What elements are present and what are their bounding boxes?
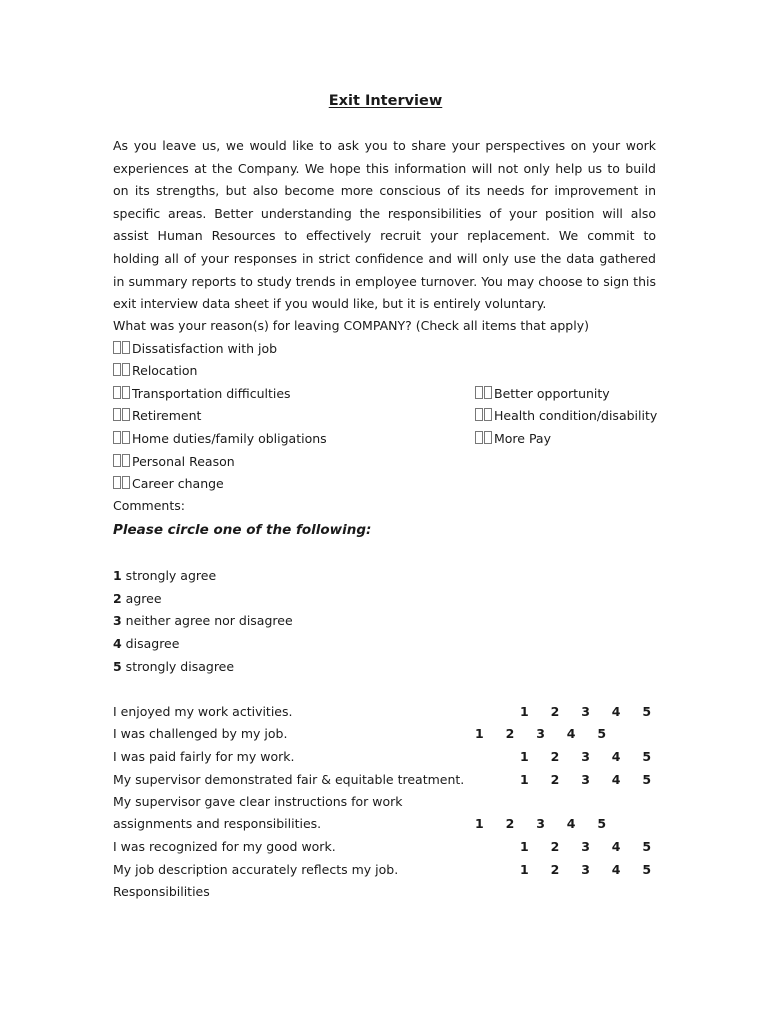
rating-option-5[interactable]: 5 <box>642 839 652 854</box>
rating-row <box>520 771 673 789</box>
reason-label: Personal Reason <box>132 454 235 469</box>
rating-option-1[interactable]: 1 <box>520 839 529 854</box>
scale-item <box>113 658 234 676</box>
reason-checkbox-item[interactable] <box>475 385 610 403</box>
rating-option-3[interactable]: 3 <box>581 862 590 877</box>
rating-option-1[interactable]: 1 <box>520 704 529 719</box>
statement-text: I enjoyed my work activities. <box>113 704 293 719</box>
rating-option-5[interactable]: 5 <box>642 704 652 719</box>
rating-option-2[interactable]: 2 <box>550 862 560 877</box>
scale-label: agree <box>121 591 162 606</box>
rating-option-4[interactable]: 4 <box>566 726 576 741</box>
rating-option-2[interactable]: 2 <box>505 726 515 741</box>
reason-checkbox-item[interactable] <box>113 407 201 425</box>
reason-label: Health condition/disability <box>494 408 658 423</box>
scale-number: 3 <box>113 613 122 628</box>
statement-text: Responsibilities <box>113 884 210 899</box>
scale-label: strongly agree <box>121 568 217 583</box>
rating-option-2[interactable]: 2 <box>550 772 560 787</box>
rating-option-1[interactable]: 1 <box>475 816 484 831</box>
rating-option-3[interactable]: 3 <box>536 726 545 741</box>
rating-option-3[interactable]: 3 <box>581 749 590 764</box>
reason-label: Relocation <box>132 363 198 378</box>
reason-checkbox-item[interactable] <box>113 453 235 471</box>
comments-label: Comments: <box>113 498 185 513</box>
reason-label: Retirement <box>132 408 202 423</box>
rating-option-5[interactable]: 5 <box>642 772 652 787</box>
checkbox-icon[interactable] <box>113 362 131 380</box>
rating-option-3[interactable]: 3 <box>581 704 590 719</box>
rating-option-1[interactable]: 1 <box>475 726 484 741</box>
reason-checkbox-item[interactable] <box>475 407 657 425</box>
page-title: Exit Interview <box>328 93 443 109</box>
scale-item <box>113 590 162 608</box>
reason-label: Better opportunity <box>494 386 610 401</box>
scale-item <box>113 635 179 653</box>
rating-row <box>520 748 673 766</box>
statement-text: I was paid fairly for my work. <box>113 749 295 764</box>
checkbox-icon[interactable] <box>475 430 493 448</box>
rating-option-3[interactable]: 3 <box>536 816 545 831</box>
reason-checkbox-item[interactable] <box>113 475 224 493</box>
rating-row <box>520 861 673 879</box>
checkbox-icon[interactable] <box>113 475 131 493</box>
reason-checkbox-item[interactable] <box>113 385 291 403</box>
rating-option-3[interactable]: 3 <box>581 839 590 854</box>
rating-option-5[interactable]: 5 <box>597 816 607 831</box>
reason-label: Home duties/family obligations <box>132 431 327 446</box>
rating-option-4[interactable]: 4 <box>566 816 576 831</box>
rating-option-4[interactable]: 4 <box>611 749 621 764</box>
scale-number: 5 <box>113 659 122 674</box>
scale-number: 1 <box>113 568 122 583</box>
reason-checkbox-item[interactable] <box>113 340 277 358</box>
rating-option-5[interactable]: 5 <box>642 862 652 877</box>
reason-label: Dissatisfaction with job <box>132 341 278 356</box>
scale-label: strongly disagree <box>121 659 235 674</box>
statement-text: My supervisor demonstrated fair & equitable treatment. <box>113 772 465 787</box>
reason-label: Transportation difficulties <box>132 386 291 401</box>
rating-row <box>520 838 673 856</box>
statement-text: My job description accurately reflects my job. <box>113 862 399 877</box>
checkbox-icon[interactable] <box>113 340 131 358</box>
rating-option-2[interactable]: 2 <box>550 839 560 854</box>
rating-option-5[interactable]: 5 <box>597 726 607 741</box>
scale-label: neither agree nor disagree <box>121 613 293 628</box>
scale-number: 4 <box>113 636 122 651</box>
reason-checkbox-item[interactable] <box>113 430 327 448</box>
rating-option-4[interactable]: 4 <box>611 839 621 854</box>
statement-text: I was challenged by my job. <box>113 726 288 741</box>
statement-text: I was recognized for my good work. <box>113 839 336 854</box>
scale-label: disagree <box>121 636 180 651</box>
rating-option-1[interactable]: 1 <box>520 749 529 764</box>
reason-checkbox-item[interactable] <box>475 430 551 448</box>
rating-option-1[interactable]: 1 <box>520 862 529 877</box>
rating-row <box>475 815 628 833</box>
checkbox-icon[interactable] <box>113 385 131 403</box>
checkbox-icon[interactable] <box>113 407 131 425</box>
checkbox-icon[interactable] <box>113 453 131 471</box>
rating-row <box>475 725 628 743</box>
statement-text: My supervisor gave clear instructions for work <box>113 794 403 809</box>
reason-label: More Pay <box>494 431 551 446</box>
circle-heading: Please circle one of the following: <box>113 522 372 538</box>
reasons-question: What was your reason(s) for leaving COMPANY? (Check all items that apply) <box>113 318 589 333</box>
rating-option-5[interactable]: 5 <box>642 749 652 764</box>
rating-option-1[interactable]: 1 <box>520 772 529 787</box>
rating-option-2[interactable]: 2 <box>550 704 560 719</box>
rating-option-2[interactable]: 2 <box>550 749 560 764</box>
intro-paragraph: As you leave us, we would like to ask you to share your perspectives on your work experiences at the Company. We hope this information will not only help us to build on its strengths, but also become more conscious of its needs for improvement in specific areas. Better understanding the responsibilities of your position will also assist Human Resources to effectively recruit your replacement. We commit to holding all of your responses in strict confidence and will only use the data gathered in summary reports to study trends in employee turnover. You may choose to sign this exit interview data sheet if you would like, but it is entirely voluntary. <box>113 138 656 312</box>
statement-text: assignments and responsibilities. <box>113 816 322 831</box>
scale-item <box>113 612 293 630</box>
checkbox-icon[interactable] <box>475 385 493 403</box>
rating-option-4[interactable]: 4 <box>611 862 621 877</box>
rating-option-4[interactable]: 4 <box>611 772 621 787</box>
scale-number: 2 <box>113 591 122 606</box>
reason-checkbox-item[interactable] <box>113 362 197 380</box>
rating-option-4[interactable]: 4 <box>611 704 621 719</box>
rating-option-2[interactable]: 2 <box>505 816 515 831</box>
rating-row <box>520 703 673 721</box>
checkbox-icon[interactable] <box>113 430 131 448</box>
reason-label: Career change <box>132 476 224 491</box>
scale-item <box>113 567 216 585</box>
rating-option-3[interactable]: 3 <box>581 772 590 787</box>
checkbox-icon[interactable] <box>475 407 493 425</box>
